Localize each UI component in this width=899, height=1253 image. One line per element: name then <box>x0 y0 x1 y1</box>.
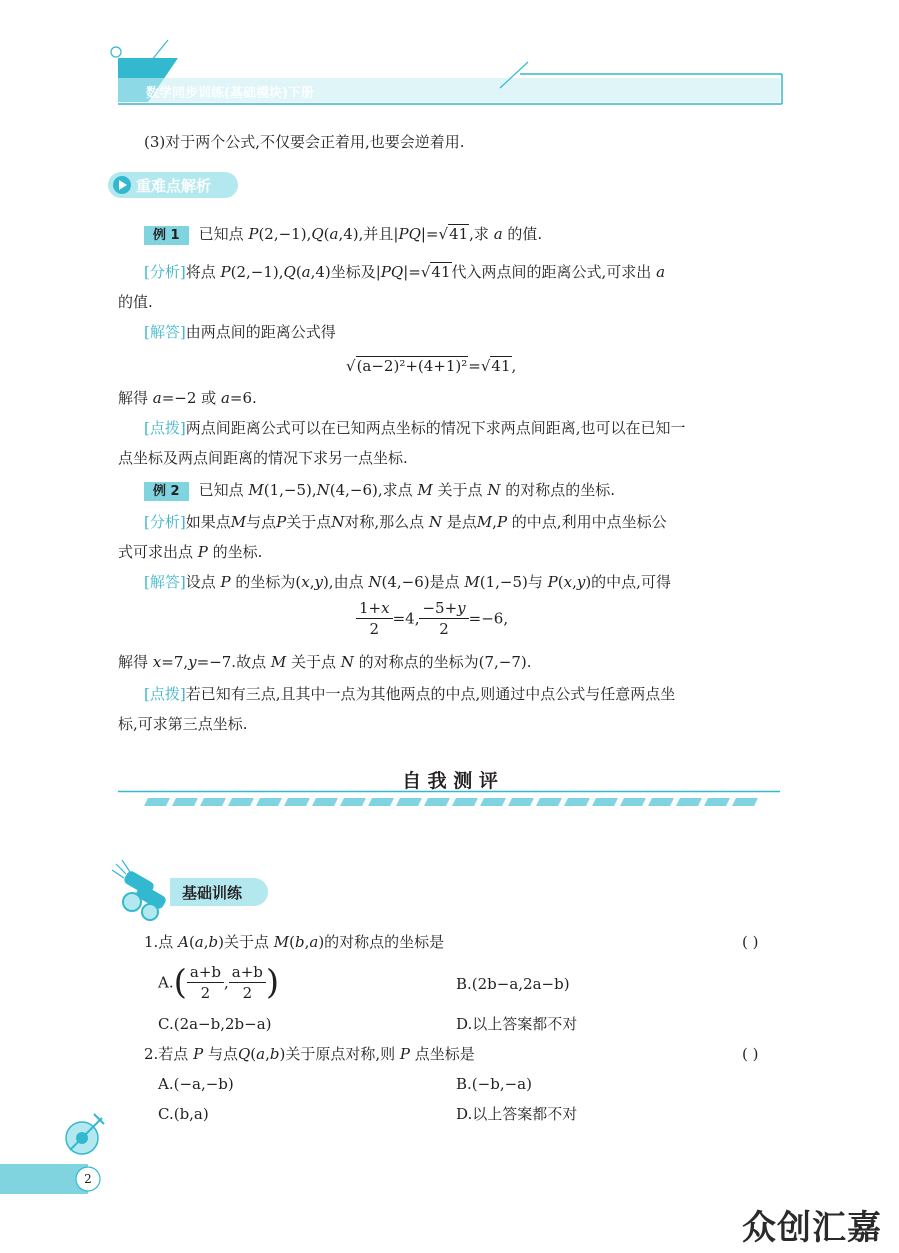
example2-tip: [点拨]若已知有三点,且其中一点为其他两点的中点,则通过中点公式与任意两点坐 <box>144 685 676 703</box>
intro-line: (3)对于两个公式,不仅要会正着用,也要会逆着用. <box>144 133 465 151</box>
play-icon <box>112 175 132 195</box>
example1-badge: 例 1 <box>144 226 189 245</box>
example1-tip: [点拨]两点间距离公式可以在已知两点坐标的情况下求两点间距离,也可以在已知一 <box>144 419 686 437</box>
example2-formula: $\frac{1+x}{2}$ =4, $\frac{-5+y}{2}$ =−6, <box>356 598 508 639</box>
example2-tip-line2: 标,可求第三点坐标. <box>118 715 248 733</box>
example1-analysis: [分析]将点 P(2,−1),Q(a,4)坐标及|PQ|=√41代入两点间的距离公式,可求出 a <box>144 263 666 281</box>
example2-result: 解得 x=7,y=−7.故点 M 关于点 N 的对称点的坐标为(7,−7). <box>118 653 532 671</box>
header-title: 数学同步训练(基础模块)下册 <box>146 86 314 101</box>
example1-formula: √(a−2)²+(4+1)²=√41, <box>346 357 517 375</box>
q1-stem: 1.点 A(a,b)关于点 M(b,a)的对称点的坐标是 <box>144 933 445 951</box>
q2-answer-paren: ( ) <box>742 1045 759 1063</box>
example1-result: 解得 a=−2 或 a=6. <box>118 389 257 407</box>
example1-tip-line2: 点坐标及两点间距离的情况下求另一点坐标. <box>118 449 408 467</box>
section-label-box <box>108 172 238 198</box>
section-label: 重难点解析 <box>136 177 212 195</box>
example2-analysis-line2: 式可求出点 P 的坐标. <box>118 543 263 561</box>
example2-solution: [解答]设点 P 的坐标为(x,y),由点 N(4,−6)是点 M(1,−5)与 P(x,y)的中点,可得 <box>144 573 671 591</box>
q2-option-b[interactable]: B.(−b,−a) <box>456 1075 532 1093</box>
example2-question: 例 2 已知点 M(1,−5),N(4,−6),求点 M 关于点 N 的对称点的坐标. <box>144 480 824 501</box>
example1-analysis-line2: 的值. <box>118 293 153 311</box>
q2-option-d[interactable]: D.以上答案都不对 <box>456 1105 578 1123</box>
q1-option-d[interactable]: D.以上答案都不对 <box>456 1015 578 1033</box>
q1-option-a[interactable]: A.( $\frac{a+b}{2}$ , $\frac{a+b}{2}$ ) <box>158 962 280 1003</box>
watermark: 众创汇嘉 <box>742 1208 882 1248</box>
example1-solution: [解答]由两点间的距离公式得 <box>144 323 336 341</box>
q1-answer-paren: ( ) <box>742 933 759 951</box>
basic-training-box <box>170 878 268 906</box>
footer-decoration <box>0 1108 140 1198</box>
example2-analysis: [分析]如果点M与点P关于点N对称,那么点 N 是点M,P 的中点,利用中点坐标公 <box>144 513 667 531</box>
q1-option-b[interactable]: B.(2b−a,2a−b) <box>456 975 570 993</box>
q2-stem: 2.若点 P 与点Q(a,b)关于原点对称,则 P 点坐标是 <box>144 1045 475 1063</box>
page-number: 2 <box>84 1172 92 1186</box>
q1-option-c[interactable]: C.(2a−b,2b−a) <box>158 1015 272 1033</box>
example2-badge: 例 2 <box>144 482 189 501</box>
header-decoration <box>0 0 899 110</box>
self-test-title: 自 我 测 评 <box>402 770 498 792</box>
q2-option-c[interactable]: C.(b,a) <box>158 1105 209 1123</box>
basic-training-label: 基础训练 <box>182 884 243 902</box>
example1-question: 例 1 已知点 P(2,−1),Q(a,4),并且|PQ|=√41,求 a 的值. <box>144 224 824 245</box>
self-test-divider <box>118 790 780 810</box>
q2-option-a[interactable]: A.(−a,−b) <box>158 1075 234 1093</box>
